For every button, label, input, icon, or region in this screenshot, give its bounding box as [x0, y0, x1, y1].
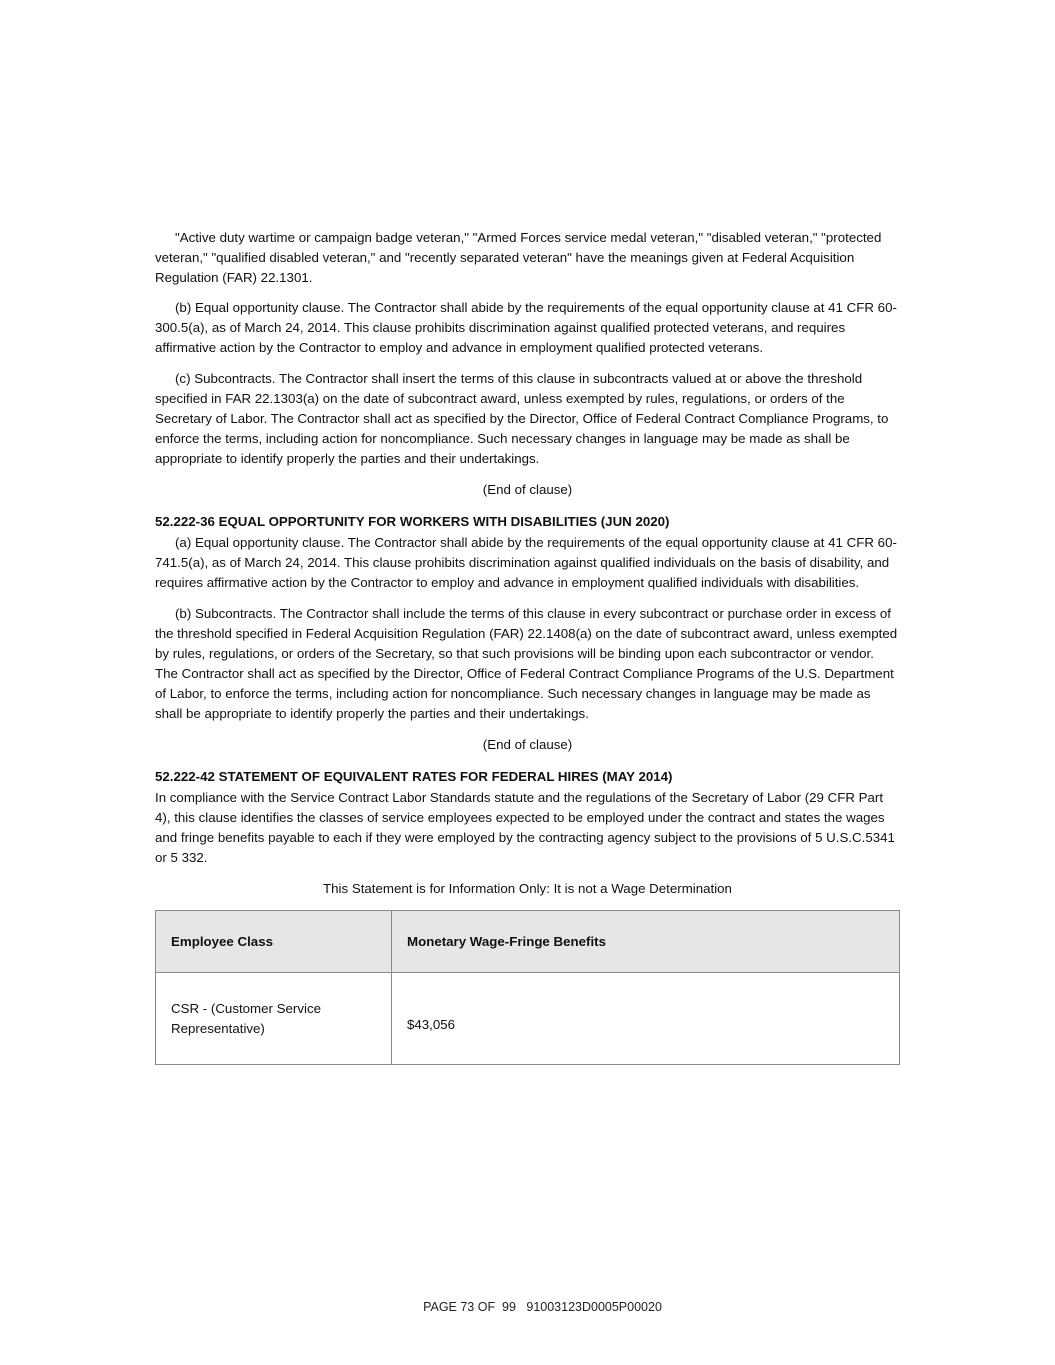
end-of-clause: (End of clause): [482, 482, 573, 497]
clause-42-intro-paragraph: In compliance with the Service Contract Labor Standards statute and the regulations of the Secretary of Labor (29 CFR Part 4), this clause identifies the classes of service employees expected to be employed under the contract and states the wages and fringe benefits payable to each if they were employed by the contracting agency subject to the provisions of 5 U.S.C.5341 or 5 332.: [155, 790, 895, 865]
clause-36-paragraph-b: (b) Subcontracts. The Contractor shall include the terms of this clause in every subcontract or purchase order in excess of the threshold specified in Federal Acquisition Regulation (FAR) 22.1408(a) on the date of subcontract award, unless exempted by rules, regulations, or orders of the Secretary, so that such provisions will be binding upon each subcontractor or vendor. The Contractor shall act as specified by the Director, Office of Federal Contract Compliance Programs of the U.S. Department of Labor, to enforce the terms, including action for noncompliance. Such necessary changes in language may be made as shall be appropriate to identify properly the parties and their undertakings.: [155, 606, 898, 721]
table-header-row: [156, 911, 900, 973]
equal-opportunity-paragraph-b: (b) Equal opportunity clause. The Contractor shall abide by the requirements of the equal opportunity clause at 41 CFR 60-300.5(a), as of March 24, 2014. This clause prohibits discrimination against qualified protected veterans, and requires affirmative action by the Contractor to employ and advance in employment qualified protected veterans.: [155, 300, 897, 355]
wage-benefit-cell: $43,056: [392, 973, 900, 1065]
clause-heading-52-222-36: 52.222-36 EQUAL OPPORTUNITY FOR WORKERS WITH DISABILITIES (JUN 2020): [155, 514, 670, 529]
document-body: [155, 228, 900, 1065]
clause-heading-52-222-42: 52.222-42 STATEMENT OF EQUIVALENT RATES FOR FEDERAL HIRES (MAY 2014): [155, 769, 673, 784]
table-row: [156, 973, 900, 1065]
end-of-clause: (End of clause): [482, 737, 573, 752]
column-header-employee-class: Employee Class: [156, 911, 392, 973]
employee-class-cell: CSR - (Customer Service Representative): [156, 973, 392, 1065]
definitions-paragraph: "Active duty wartime or campaign badge veteran," "Armed Forces service medal veteran," "disabled veteran," "protected veteran," "qualified disabled veteran," and "recently separated veteran" have the meanings given at Federal Acquisition Regulation (FAR) 22.1301.: [155, 230, 882, 285]
clause-36-paragraph-a: (a) Equal opportunity clause. The Contractor shall abide by the requirements of the equal opportunity clause at 41 CFR 60-741.5(a), as of March 24, 2014. This clause prohibits discrimination against qualified individuals on the basis of disability, and requires affirmative action by the Contractor to employ and advance in employment qualified individuals with disabilities.: [155, 535, 897, 590]
page-footer: PAGE 73 OF 99 91003123D0005P00020: [423, 1300, 662, 1314]
information-only-statement: This Statement is for Information Only: It is not a Wage Determination: [323, 881, 732, 896]
column-header-wage-fringe-benefits: Monetary Wage-Fringe Benefits: [392, 911, 900, 973]
wage-rates-table: [155, 910, 900, 1065]
subcontracts-paragraph-c: (c) Subcontracts. The Contractor shall insert the terms of this clause in subcontracts valued at or above the threshold specified in FAR 22.1303(a) on the date of subcontract award, unless exempted by rules, regulations, or orders of the Secretary of Labor. The Contractor shall act as specified by the Director, Office of Federal Contract Compliance Programs, to enforce the terms, including action for noncompliance. Such necessary changes in language may be made as shall be appropriate to identify properly the parties and their undertakings.: [155, 371, 889, 466]
